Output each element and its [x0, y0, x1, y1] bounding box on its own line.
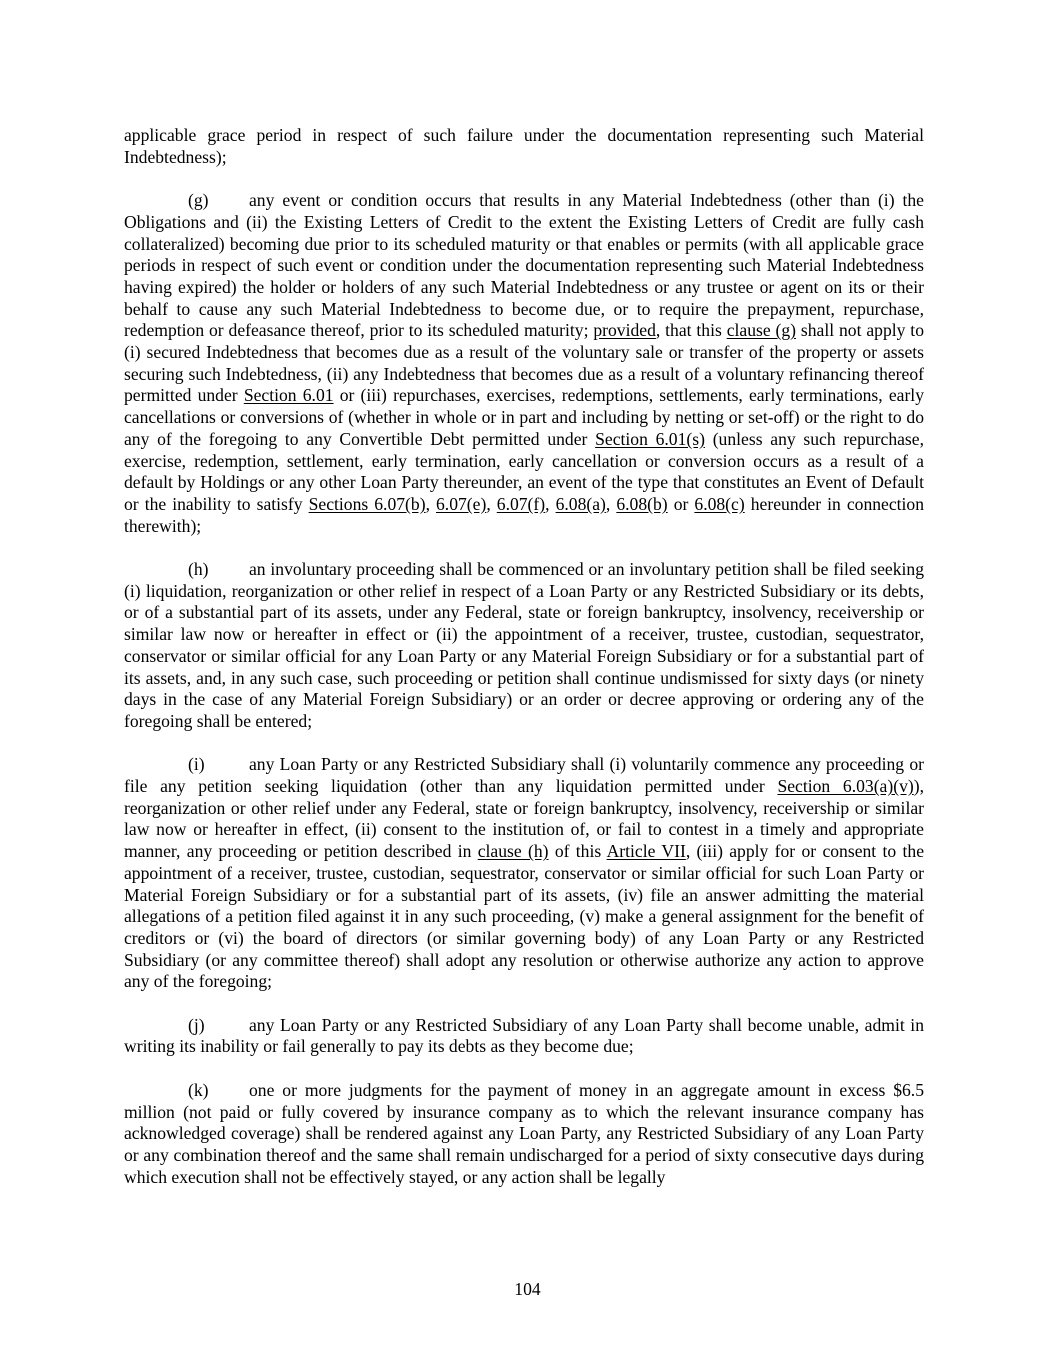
clause-paragraph	[124, 1080, 924, 1189]
page-number: 104	[514, 1279, 541, 1299]
clause-paragraph	[124, 559, 924, 733]
clause-text: ), reorganization or other relief under any Federal, state or foreign bankruptcy, insolvency, receivership or similar law now or hereafter in effect, (ii) consent to the institution of, or fail to contest in a timely and appropriate manner, any proceeding or petition described in	[124, 776, 924, 862]
clause-paragraph	[124, 1015, 924, 1058]
document-body	[124, 125, 924, 1188]
clause-text: (unless any such repurchase, exercise, redemption, settlement, early termination, early cancellation or conversion occurs as a result of a default by Holdings or any other Loan Party thereunder, an event of the type that constitutes an Event of Default or the inability to satisfy	[124, 428, 924, 514]
cross-reference: Section 6.01	[243, 385, 334, 406]
clause-paragraph	[124, 190, 924, 537]
clause-text: any Loan Party or any Restricted Subsidiary shall (i) voluntarily commence any proceeding or file any petition seeking liquidation (other than any liquidation permitted under	[124, 754, 924, 797]
continuation-paragraph	[124, 125, 924, 168]
clause-label: (i)	[188, 754, 205, 775]
clause-label: (h)	[188, 559, 209, 580]
clause-text: , that this	[655, 320, 727, 341]
clause-text: or	[667, 493, 695, 514]
cross-reference: provided	[593, 320, 656, 341]
clause-text: an involuntary proceeding shall be commenced or an involuntary petition shall be filed seeking (i) liquidation, reorganization or other relief in respect of a Loan Party or any Restricted Subsidiary or its debts, or of a substantial part of its assets, under any Federal, state or foreign bankruptcy, insolvency, receivership or similar law now or hereafter in effect or (ii) the appointment of a receiver, trustee, custodian, sequestrator, conservator or similar official for any Loan Party or any Material Foreign Subsidiary or for a substantial part of its assets, and, in any such case, such proceeding or petition shall continue undismissed for sixty days (or ninety days in the case of any Material Foreign Subsidiary) or an order or decree approving or ordering any of the foregoing shall be entered;	[124, 559, 924, 731]
clause-text: or (iii) repurchases, exercises, redemptions, settlements, early terminations, early cancellations or conversions of (whether in whole or in part and including by netting or set-off) or the right to do any of the foregoing to any Convertible Debt permitted under	[124, 385, 924, 449]
clause-text: shall not apply to (i) secured Indebtedness that becomes due as a result of the voluntary sale or transfer of the property or assets securing such Indebtedness, (ii) any Indebtedness that becomes due as a result of a voluntary refinancing thereof permitted under	[124, 320, 924, 406]
clause-label: (k)	[188, 1079, 209, 1100]
clause-text: one or more judgments for the payment of money in an aggregate amount in excess $6.5 million (not paid or fully covered by insurance company as to which the relevant insurance company has acknowledged coverage) shall be rendered against any Loan Party, any Restricted Subsidiary of any Loan Party or any combination thereof and the same shall remain undischarged for a period of sixty consecutive days during which execution shall not be effectively stayed, or any action shall be legally	[124, 1079, 924, 1187]
clause-text: ,	[605, 493, 617, 514]
clause-text: any event or condition occurs that results in any Material Indebtedness (other than (i) the Obligations and (ii) the Existing Letters of Credit to the extent the Existing Letters of Credit are fully cash collateralized) becoming due prior to its scheduled maturity or that enables or permits (with all applicable grace periods in respect of such event or condition under the documentation representing such Material Indebtedness having expired) the holder or holders of any such Material Indebtedness or any trustee or agent on its or their behalf to cause any such Material Indebtedness to become due, or to require the prepayment, repurchase, redemption or defeasance thereof, prior to its scheduled maturity;	[124, 190, 924, 341]
clause-paragraph	[124, 754, 924, 993]
cross-reference: 6.08(a)	[555, 493, 606, 514]
clause-text: hereunder in connection therewith);	[124, 493, 925, 536]
cross-reference: Section 6.01(s)	[595, 428, 705, 449]
clause-label: (g)	[188, 190, 209, 211]
clause-text: ,	[486, 493, 497, 514]
clause-text: ,	[425, 493, 436, 514]
clause-text: ,	[545, 493, 556, 514]
clause-text: applicable grace period in respect of such failure under the documentation representing such Material Indebtedness);	[124, 125, 924, 167]
cross-reference: Sections 6.07(b)	[308, 493, 426, 514]
cross-reference: clause (g)	[726, 320, 797, 341]
cross-reference: Article VII	[606, 841, 686, 862]
cross-reference: 6.08(c)	[694, 493, 745, 514]
cross-reference: 6.07(e)	[436, 493, 487, 514]
clause-label: (j)	[188, 1014, 205, 1035]
cross-reference: clause (h)	[477, 841, 549, 862]
document-page	[124, 125, 924, 1210]
cross-reference: 6.08(b)	[616, 493, 668, 514]
cross-reference: 6.07(f)	[496, 493, 546, 514]
clause-text: any Loan Party or any Restricted Subsidiary of any Loan Party shall become unable, admit in writing its inability or fail generally to pay its debts as they become due;	[124, 1014, 924, 1057]
clause-text: of this	[548, 841, 607, 862]
clause-text: , (iii) apply for or consent to the appointment of a receiver, trustee, custodian, sequestrator, conservator or similar official for such Loan Party or Material Foreign Subsidiary or for a substantial part of its assets, (iv) file an answer admitting the material allegations of a petition filed against it in any such proceeding, (v) make a general assignment for the benefit of creditors or (vi) the board of directors (or similar governing body) of any Loan Party or any Restricted Subsidiary (or any committee thereof) shall adopt any resolution or otherwise authorize any action to approve any of the foregoing;	[124, 841, 925, 992]
cross-reference: Section 6.03(a)(v)	[777, 776, 914, 797]
